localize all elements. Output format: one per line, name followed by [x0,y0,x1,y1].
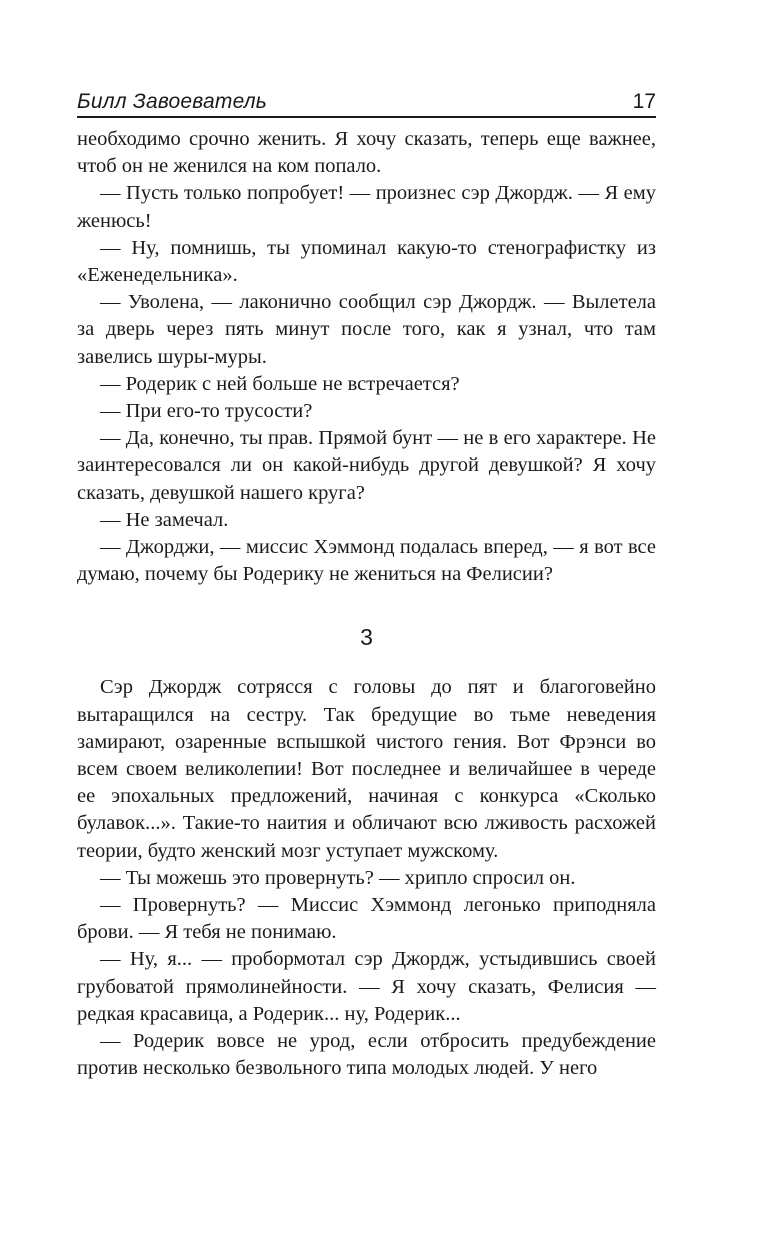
text-before-chapter [77,126,656,588]
paragraph: необходимо срочно женить. Я хочу сказать, теперь еще важнее, чтоб он не женился на ком попало. [77,128,656,178]
chapter-number: 3 [360,624,373,651]
paragraph: — Ты можешь это провернуть? — хрипло спросил он. [100,866,576,889]
paragraph: — Ну, я... — пробормотал сэр Джордж, устыдившись своей грубоватой прямолинейности. — Я хочу сказать, Фелисия — редкая красавица, а Родерик... ну, Родерик... [77,948,656,1025]
paragraph: — Уволена, — лаконично сообщил сэр Джордж. — Вылетела за дверь через пять минут после того, как я узнал, что там завелись шуры-муры. [77,291,656,368]
book-page [77,82,656,1083]
running-title: Билл Завоеватель [77,90,268,113]
page-number: 17 [632,90,656,113]
paragraph: — Пусть только попробует! — произнес сэр Джордж. — Я ему женюсь! [77,182,656,232]
text-after-chapter [77,674,656,1082]
paragraph: — Родерик с ней больше не встречается? [100,372,460,395]
paragraph: — Ну, помнишь, ты упоминал какую-то стенографистку из «Еженедельника». [77,236,656,287]
paragraph: — Провернуть? — Миссис Хэммонд легонько приподняла брови. — Я тебя не понимаю. [77,894,656,944]
paragraph: — Джорджи, — миссис Хэммонд подалась вперед, — я вот все думаю, почему бы Родерику не жениться на Фелисии? [77,536,656,586]
paragraph: — Родерик вовсе не урод, если отбросить предубеждение против несколько безвольного типа молодых людей. У него [77,1030,656,1080]
paragraph: — Да, конечно, ты прав. Прямой бунт — не в его характере. Не заинтересовался ли он какой-нибудь другой девушкой? Я хочу сказать, девушкой нашего круга? [77,427,656,504]
paragraph: — Не замечал. [100,508,229,531]
paragraph: Сэр Джордж сотрясся с головы до пят и благоговейно вытаращился на сестру. Так бредущие во тьме неведения замирают, озаренные вспышкой чистого гения. Вот Фрэнси во всем своем великолепии! Вот последнее и величайшее в череде ее эпохальных предложений, начиная с конкурса «Сколько булавок...». Такие-то наития и обличают всю лживость расхожей теории, будто женский мозг уступает мужскому. [77,676,656,862]
paragraph: — При его-то трусости? [100,400,313,423]
running-header [77,82,656,118]
